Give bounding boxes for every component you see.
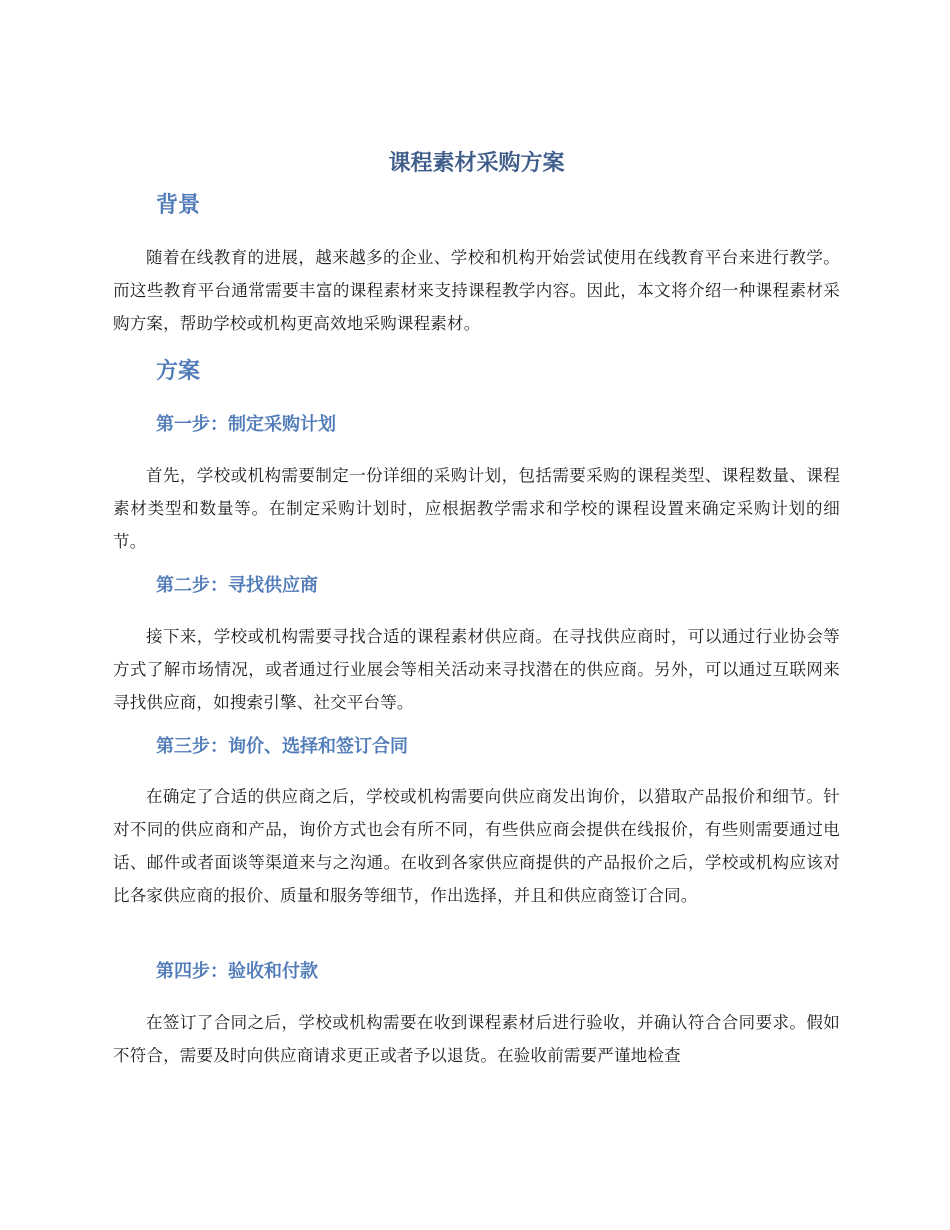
- step-4-heading: 第四步：验收和付款: [156, 961, 318, 982]
- step-1-paragraph: 首先，学校或机构需要制定一份详细的采购计划，包括需要采购的课程类型、课程数量、课程素材类型和数量等。在制定采购计划时，应根据教学需求和学校的课程设置来确定采购计划的细节。: [113, 466, 840, 551]
- step-3-paragraph: 在确定了合适的供应商之后，学校或机构需要向供应商发出询价，以猎取产品报价和细节。针对不同的供应商和产品，询价方式也会有所不同，有些供应商会提供在线报价，有些则需要通过电话、邮件或者面谈等渠道来与之沟通。在收到各家供应商提供的产品报价之后，学校或机构应该对比各家供应商的报价、质量和服务等细节，作出选择，并且和供应商签订合同。: [113, 787, 840, 905]
- section-heading-background: 背景: [156, 193, 201, 218]
- step-3-heading: 第三步：询价、选择和签订合同: [156, 736, 408, 757]
- background-paragraph: 随着在线教育的进展，越来越多的企业、学校和机构开始尝试使用在线教育平台来进行教学。而这些教育平台通常需要丰富的课程素材来支持课程教学内容。因此，本文将介绍一种课程素材采购方案，帮助学校或机构更高效地采购课程素材。: [113, 248, 840, 333]
- step-1-heading: 第一步：制定采购计划: [156, 414, 336, 435]
- document-title: 课程素材采购方案: [388, 151, 565, 176]
- step-4-paragraph: 在签订了合同之后，学校或机构需要在收到课程素材后进行验收，并确认符合合同要求。假如不符合，需要及时向供应商请求更正或者予以退货。在验收前需要严谨地检查: [113, 1013, 840, 1065]
- step-2-paragraph: 接下来，学校或机构需要寻找合适的课程素材供应商。在寻找供应商时，可以通过行业协会等方式了解市场情况，或者通过行业展会等相关活动来寻找潜在的供应商。另外，可以通过互联网来寻找供应商，如搜索引擎、社交平台等。: [113, 627, 840, 712]
- section-heading-plan: 方案: [156, 359, 201, 384]
- step-2-heading: 第二步：寻找供应商: [156, 575, 318, 596]
